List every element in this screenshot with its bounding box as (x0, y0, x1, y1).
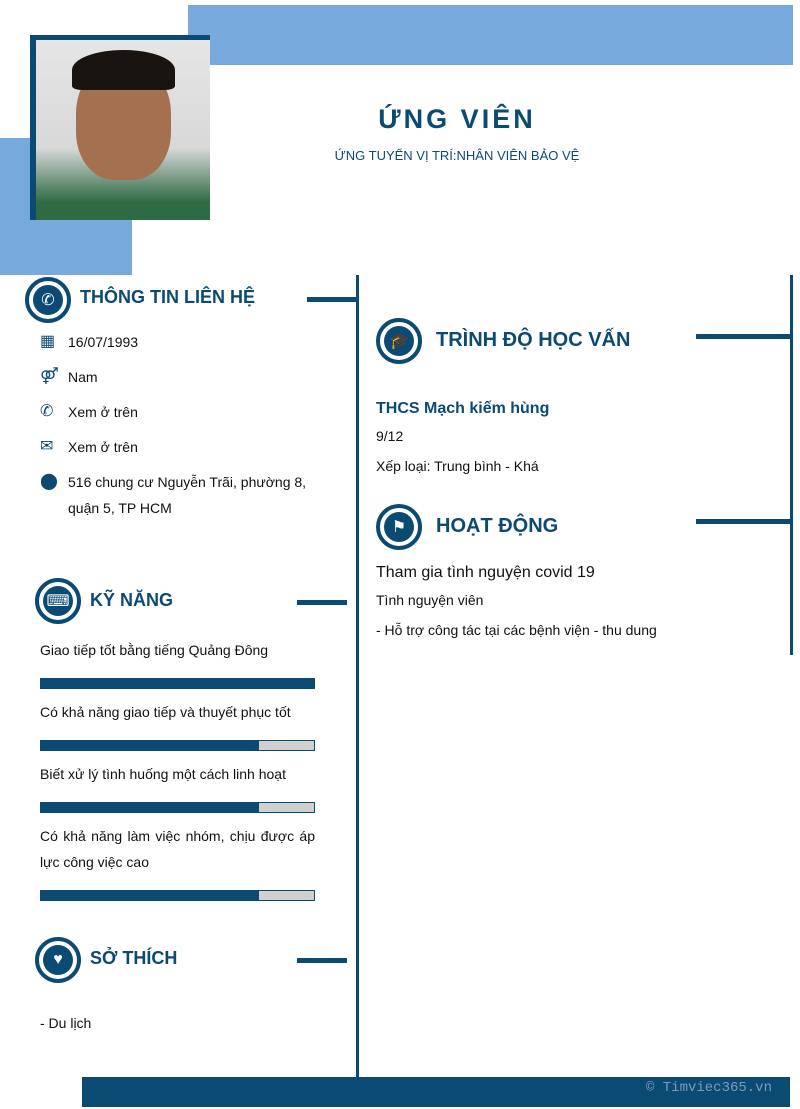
center-divider (356, 275, 359, 1077)
skills-section-title: KỸ NĂNG (90, 590, 174, 610)
activity-description: - Hỗ trợ công tác tại các bệnh viện - thu dung (376, 622, 657, 638)
contact-item-birthday (40, 329, 310, 355)
school-rating: Xếp loại: Trung bình - Khá (376, 458, 539, 474)
contact-item-address (40, 469, 310, 521)
activity-name: Tham gia tình nguyện covid 19 (376, 564, 595, 581)
section-line (696, 334, 791, 339)
avatar-photo (36, 40, 210, 220)
skill-label: Biết xử lý tình huống một cách linh hoạt (40, 766, 286, 782)
section-line (297, 958, 347, 963)
flag-circle-icon: ⚑ (376, 504, 422, 550)
section-line (297, 600, 347, 605)
skill-bar (40, 740, 315, 751)
contact-text: 16/07/1993 (68, 334, 139, 350)
position-subtitle: ỨNG TUYỂN VỊ TRÍ:NHÂN VIÊN BẢO VỆ (334, 148, 580, 163)
gender-icon: ⚤ (40, 368, 59, 385)
skill-label: Giao tiếp tốt bằng tiếng Quảng Đông (40, 642, 269, 658)
keyboard-circle-icon: ⌨ (35, 578, 81, 624)
skill-bar (40, 890, 315, 901)
skill-label: Có khả năng làm việc nhóm, chịu được áp lực công việc cao (40, 828, 315, 870)
contact-text: 516 chung cư Nguyễn Trãi, phường 8, quận 5, TP HCM (68, 474, 307, 516)
heart-circle-icon: ♥ (35, 937, 81, 983)
school-name: THCS Mạch kiếm hùng (376, 400, 550, 417)
top-accent-bar (188, 5, 793, 65)
skill-bar (40, 802, 315, 813)
activities-section-title: HOẠT ĐỘNG (436, 515, 559, 537)
skill-label: Có khả năng giao tiếp và thuyết phục tốt (40, 704, 291, 720)
contact-item-phone (40, 399, 310, 425)
footer-copyright: © Timviec365.vn (645, 1080, 772, 1096)
email-icon: ✉ (40, 438, 54, 455)
contact-item-email (40, 434, 310, 460)
calendar-icon: ▦ (40, 333, 56, 350)
contact-text: Xem ở trên (68, 439, 138, 455)
phone-icon: ✆ (40, 403, 54, 420)
education-section-title: TRÌNH ĐỘ HỌC VẤN (436, 329, 631, 351)
location-icon: ⬤ (40, 473, 58, 490)
right-divider (790, 275, 793, 655)
activity-role: Tình nguyện viên (376, 592, 484, 608)
contact-text: Nam (68, 369, 98, 385)
skill-bar (40, 678, 315, 689)
section-line (307, 297, 357, 302)
graduation-cap-circle-icon: 🎓 (376, 318, 422, 364)
page-title: ỨNG VIÊN (378, 104, 536, 134)
hobby-item: - Du lịch (40, 1015, 92, 1031)
hobbies-section-title: SỞ THÍCH (90, 948, 178, 968)
school-grade: 9/12 (376, 428, 404, 444)
contact-item-gender (40, 364, 310, 390)
contact-section-title: THÔNG TIN LIÊN HỆ (80, 287, 255, 307)
phone-circle-icon: ✆ (25, 277, 71, 323)
section-line (696, 519, 791, 524)
contact-text: Xem ở trên (68, 404, 138, 420)
